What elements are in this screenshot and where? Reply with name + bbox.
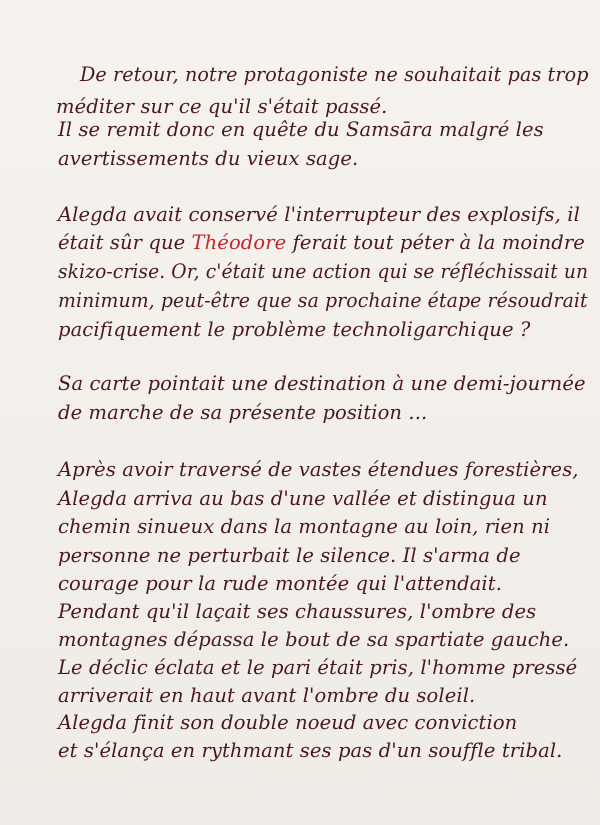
text-line: Il se remit donc en quête du Samsāra malgré les [58,118,544,141]
text-line: Alegda avait conservé l'interrupteur des explosifs, il [58,203,580,226]
text-fragment: était sûr que [58,231,192,254]
text-line: De retour, notre protagoniste ne souhaitait pas trop [80,63,589,86]
text-line: et s'élança en rythmant ses pas d'un souffle tribal. [58,739,563,762]
text-line: méditer sur ce qu'il s'était passé. [56,95,388,118]
text-line: arriverait en haut avant l'ombre du soleil. [58,684,476,707]
text-line: Alegda finit son double noeud avec conviction [58,711,518,734]
text-line: skizo-crise. Or, c'était une action qui se réfléchissait un [58,260,589,283]
text-line-with-name [58,233,585,253]
text-line: courage pour la rude montée qui l'attendait. [58,572,503,595]
text-line: Sa carte pointait une destination à une demi-journée [58,372,586,395]
text-line: minimum, peut-être que sa prochaine étape résoudrait [58,289,588,312]
text-line: Après avoir traversé de vastes étendues forestières, [58,458,579,481]
text-line: pacifiquement le problème technoligarchique ? [58,318,531,341]
text-line: chemin sinueux dans la montagne au loin, rien ni [58,515,551,538]
text-line: montagnes dépassa le bout de sa spartiate gauche. [58,628,570,651]
text-line: avertissements du vieux sage. [58,147,359,170]
text-line: de marche de sa présente position ... [58,401,428,424]
highlighted-name: Théodore [191,231,287,254]
text-line: Alegda arriva au bas d'une vallée et distingua un [58,487,548,510]
text-fragment: ferait tout péter à la moindre [286,231,585,254]
text-line: Le déclic éclata et le pari était pris, l'homme pressé [58,656,578,679]
text-line: personne ne perturbait le silence. Il s'arma de [58,544,521,567]
text-line: Pendant qu'il laçait ses chaussures, l'ombre des [58,600,537,623]
